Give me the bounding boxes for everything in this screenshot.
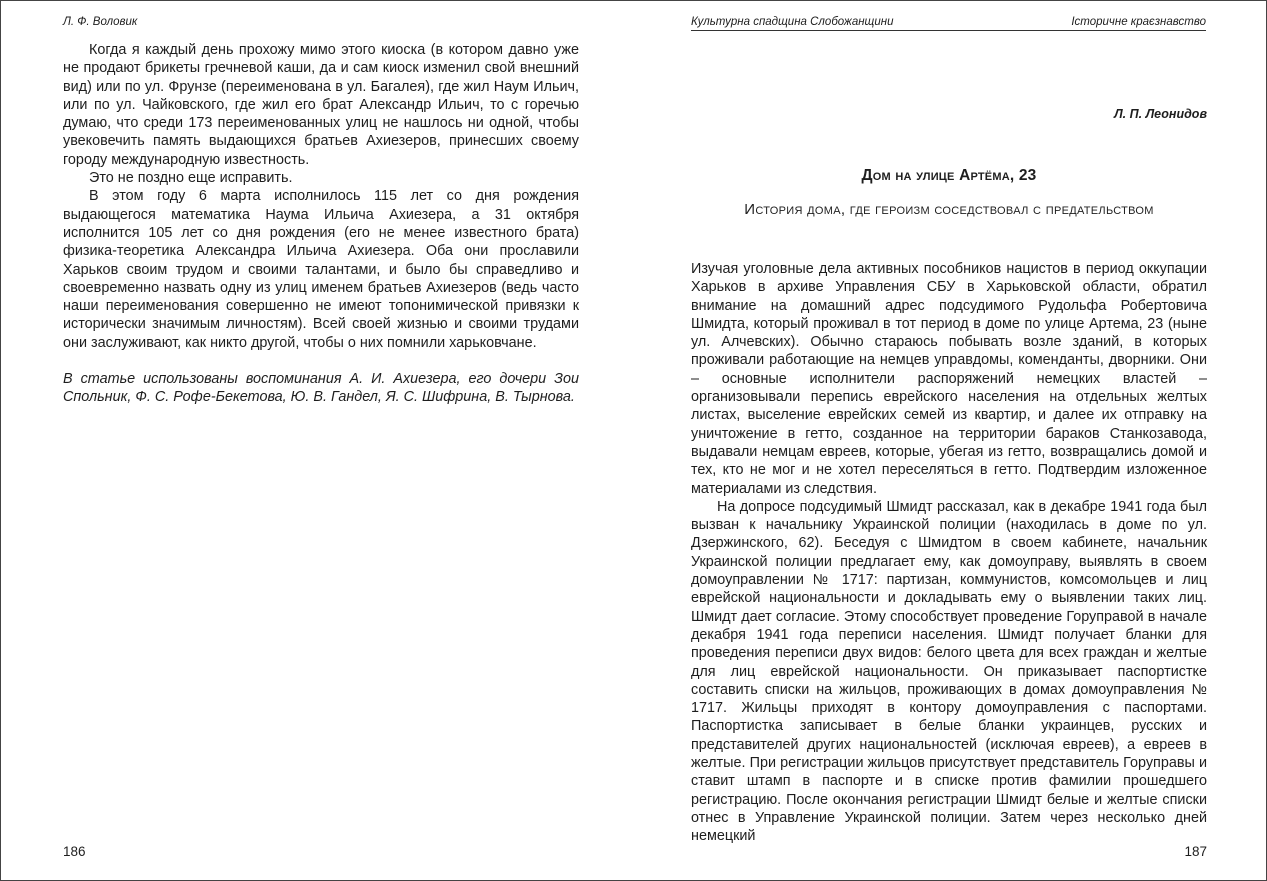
- article-title: Дом на улице Артёма, 23: [861, 167, 1037, 184]
- left-paragraph-2: Это не поздно еще исправить.: [89, 170, 293, 187]
- right-body-text: [691, 260, 1207, 846]
- sources-note: В статье использованы воспоминания А. И. Ахиезера, его дочери Зои Спольник, Ф. С. Рофе-Бекетова, Ю. В. Гандел, Я. С. Шифрина, В. Тырнова.: [63, 371, 579, 406]
- left-page-number: 186: [63, 844, 86, 859]
- journal-title: Культурна спадщина Слобожанщини: [691, 16, 894, 28]
- right-paragraph-2: На допросе подсудимый Шмидт рассказал, как в декабре 1941 года был вызван к начальнику Украинской полиции (находилась в доме по ул. Дзержинского, 62). Беседуя с Шмидтом в своем кабинете, начальник Украинской полиции предлагает ему, как домоуправу, выявлять в своем домоуправлении № 1717: партизан, коммунистов, комсомольцев и лиц еврейской национальности и докладывать ему о выявлении таких лиц. Шмидт дает согласие. Этому способствует проведение Горуправой в начале декабря 1941 года переписи населения. Шмидт получает бланки для проведения переписи двух видов: белого цвета для всех граждан и желтые для лиц еврейской национальности. Он приказывает паспортистке составить списки на жильцов, проживающих в домах домоуправления № 1717. Жильцы приходят в контору домоуправления с паспортами. Паспортистка записывает в белые бланки украинцев, русских и представителей других национальностей (исключая евреев), а евреев в желтые. При регистрации жильцов присутствует представитель Горуправы и ставит штамп в паспорте и в списке против фамилии прошедшего регистрацию. После окончания регистрации Шмидт белые и желтые списки отнес в Управление Украинской полиции. Затем через несколько дней немецкий: [691, 498, 1207, 845]
- left-page: [1, 1, 633, 880]
- right-page: [633, 1, 1266, 880]
- article-subtitle: История дома, где героизм соседствовал с предательством: [744, 201, 1154, 218]
- left-body-text: [63, 41, 579, 407]
- left-running-head: Л. Ф. Воловик: [63, 16, 138, 28]
- right-page-number: 187: [1184, 844, 1207, 859]
- section-title: Історичне краєзнавство: [1071, 16, 1206, 28]
- article-author: Л. П. Леонидов: [1114, 107, 1207, 121]
- right-paragraph-1: Изучая уголовные дела активных пособников нацистов в период оккупации Харьков в архиве Управления СБУ в Харьковской области, обратил внимание на домашний адрес подсудимого Рудольфа Робертовича Шмидта, который проживал в тот период в доме по улице Артема, 23 (ныне ул. Алчевских). Обычно стараюсь побывать возле зданий, в которых проживали работающие на немцев управдомы, коменданты, дворники. Они – основные исполнители распоряжений немецких властей – организовывали перепись еврейского населения на отдельных желтых листах, выселение еврейских семей из квартир, и далее их отправку на уничтожение в гетто, созданное на территории бараков Станкозавода, выдавали немцам евреев, которые, убегая из гетто, возвращались домой и тех, кто не мог и не хотел переселяться в гетто. Подтвердим изложенное материалами из следствия.: [691, 261, 1207, 497]
- right-running-head: [691, 16, 1206, 31]
- left-paragraph-3: В этом году 6 марта исполнилось 115 лет со дня рождения выдающегося математика Наума Ильича Ахиезера, а 31 октября исполнится 105 лет со дня рождения (его не менее известного брата) физика-теоретика Александра Ильича Ахиезера. Оба они прославили Харьков своим трудом и своими талантами, и было бы справедливо и своевременно назвать одну из улиц именем братьев Ахиезеров (ведь часто наши переименования совершенно не имеют топонимической привязки к исторически значимым личностям). Всей своей жизнью и своими трудами они заслуживают, как никто другой, чтобы о них помнили харьковчане.: [63, 188, 579, 351]
- left-paragraph-1: Когда я каждый день прохожу мимо этого киоска (в котором давно уже не продают брикеты гречневой каши, да и сам киоск изменил свой внешний вид) или по ул. Фрунзе (переименована в ул. Багалея), где жил Наум Ильич, или по ул. Чайковского, где жил его брат Александр Ильич, то с горечью думаю, что среди 173 переименованных улиц не нашлось ни одной, чтобы увековечить память выдающихся братьев Ахиезеров, принесших своему городу международную известность.: [63, 42, 579, 168]
